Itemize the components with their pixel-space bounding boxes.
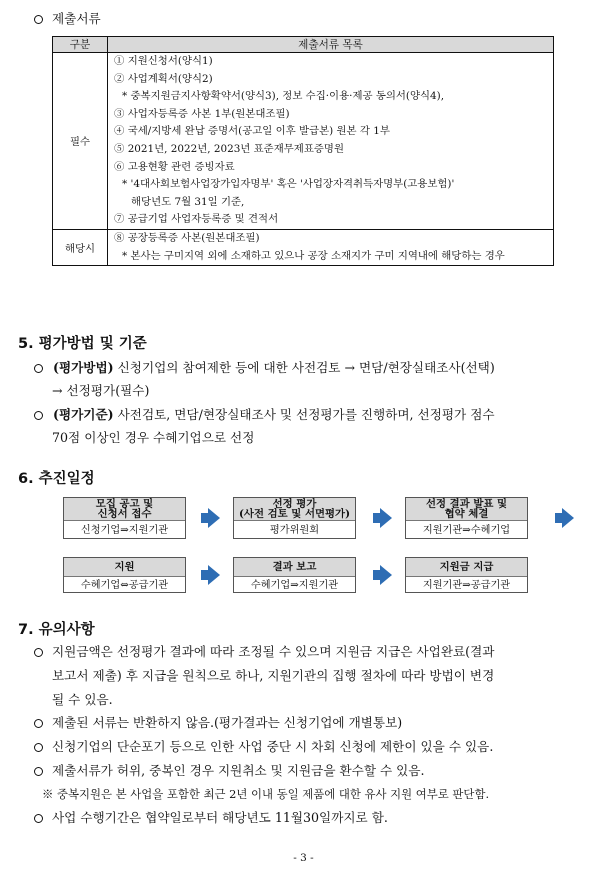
circle-bullet-icon xyxy=(34,814,43,823)
circle-bullet-icon xyxy=(34,411,43,420)
category-optional: 해당시 xyxy=(53,229,108,265)
notice-item-5: 사업 수행기간은 협약일로부터 해당년도 11월30일까지로 함. xyxy=(34,806,388,830)
right-arrow-icon xyxy=(208,508,220,528)
table-header-row xyxy=(53,37,554,53)
list-item: ② 사업계획서(양식2) xyxy=(114,72,213,85)
circle-bullet-icon xyxy=(34,15,43,24)
schedule-step-1: 모집 공고 및 신청서 접수 신청기업⇒지원기관 xyxy=(63,497,186,539)
notice-item-2: 제출된 서류는 반환하지 않음.(평가결과는 신청기업에 개별통보) xyxy=(34,711,402,735)
notice-item-1-cont: 보고서 제출) 후 지급을 원칙으로 하나, 지원기관의 집행 절차에 따라 방법이 변경 xyxy=(52,668,495,683)
right-arrow-icon xyxy=(380,565,392,585)
notice-item-1: 지원금액은 선정평가 결과에 따라 조정될 수 있으며 지원금 지급은 사업완료(결과 xyxy=(34,640,594,664)
right-arrow-icon xyxy=(562,508,574,528)
list-item: ⑤ 2021년, 2022년, 2023년 표준재무제표증명원 xyxy=(114,142,344,155)
schedule-step-2: 선정 평가 (사전 검토 및 서면평가) 평가위원회 xyxy=(233,497,356,539)
circle-bullet-icon xyxy=(34,743,43,752)
category-required: 필수 xyxy=(53,53,108,230)
section5-item-criteria-cont: 70점 이상인 경우 수혜기업으로 선정 xyxy=(52,430,255,445)
list-item: 해당년도 7월 31일 기준, xyxy=(131,195,245,208)
page-number: - 3 - xyxy=(293,852,314,864)
circle-bullet-icon xyxy=(34,719,43,728)
circle-bullet-icon xyxy=(34,767,43,776)
list-item: ⑥ 고용현황 관련 증빙자료 xyxy=(114,160,235,173)
section5-item-method-cont: → 선정평가(필수) xyxy=(52,383,150,398)
notice-item-1-cont: 될 수 있음. xyxy=(52,692,113,707)
optional-items-cell xyxy=(108,229,554,265)
required-items-cell xyxy=(108,53,554,230)
list-item: * 본사는 구미지역 외에 소재하고 있으나 공장 소재지가 구미 지역내에 해당하는 경우 xyxy=(122,249,505,262)
right-arrow-icon xyxy=(380,508,392,528)
schedule-step-3: 선정 결과 발표 및 협약 체결 지원기관⇒수혜기업 xyxy=(405,497,528,539)
circle-bullet-icon xyxy=(34,364,43,373)
table-row-required xyxy=(53,53,554,230)
docs-section-heading: 제출서류 xyxy=(34,8,101,27)
section5-title: 5. 평가방법 및 기준 xyxy=(18,336,147,352)
list-item: * '4대사회보험사업장가입자명부' 혹은 '사업장자격취득자명부(고용보험)' xyxy=(122,178,455,191)
notice-item-4: 제출서류가 허위, 중복인 경우 지원취소 및 지원금을 환수할 수 있음. xyxy=(34,759,425,783)
list-item: ④ 국세/지방세 완납 증명서(공고일 이후 발급본) 원본 각 1부 xyxy=(114,125,390,138)
notice-footnote: ※ 중복지원은 본 사업을 포함한 최근 2년 이내 동일 제품에 대한 유사 지원 여부로 판단함. xyxy=(42,787,490,801)
schedule-step-5: 결과 보고 수혜기업⇒지원기관 xyxy=(233,557,356,593)
section5-item-method: (평가방법) 신청기업의 참여제한 등에 대한 사전검토 → 면담/현장실태조사(선택) xyxy=(34,356,594,380)
schedule-step-4: 지원 수혜기업⇔공급기관 xyxy=(63,557,186,593)
schedule-step-6: 지원금 지급 지원기관⇒공급기관 xyxy=(405,557,528,593)
section7-title: 7. 유의사항 xyxy=(18,622,95,638)
notice-item-3: 신청기업의 단순포기 등으로 인한 사업 중단 시 차회 신청에 제한이 있을 수 있음. xyxy=(34,735,493,759)
section6-title: 6. 추진일정 xyxy=(18,471,95,487)
list-item: ⑦ 공급기업 사업자등록증 및 견적서 xyxy=(114,213,279,226)
col-docs-header: 제출서류 목록 xyxy=(108,37,554,53)
section5-item-criteria: (평가기준) 사전검토, 면담/현장실태조사 및 선정평가를 진행하며, 선정평가 점수 xyxy=(34,403,594,427)
right-arrow-icon xyxy=(208,565,220,585)
list-item: ⑧ 공장등록증 사본(원본대조필) xyxy=(114,231,260,244)
col-category-header: 구분 xyxy=(53,37,108,53)
list-item: * 중복지원금지사항확약서(양식3), 정보 수집·이용·제공 동의서(양식4), xyxy=(122,90,445,103)
table-row-optional xyxy=(53,229,554,265)
circle-bullet-icon xyxy=(34,648,43,657)
documents-table xyxy=(52,36,554,266)
list-item: ③ 사업자등록증 사본 1부(원본대조필) xyxy=(114,107,290,120)
list-item: ① 지원신청서(양식1) xyxy=(114,55,213,67)
